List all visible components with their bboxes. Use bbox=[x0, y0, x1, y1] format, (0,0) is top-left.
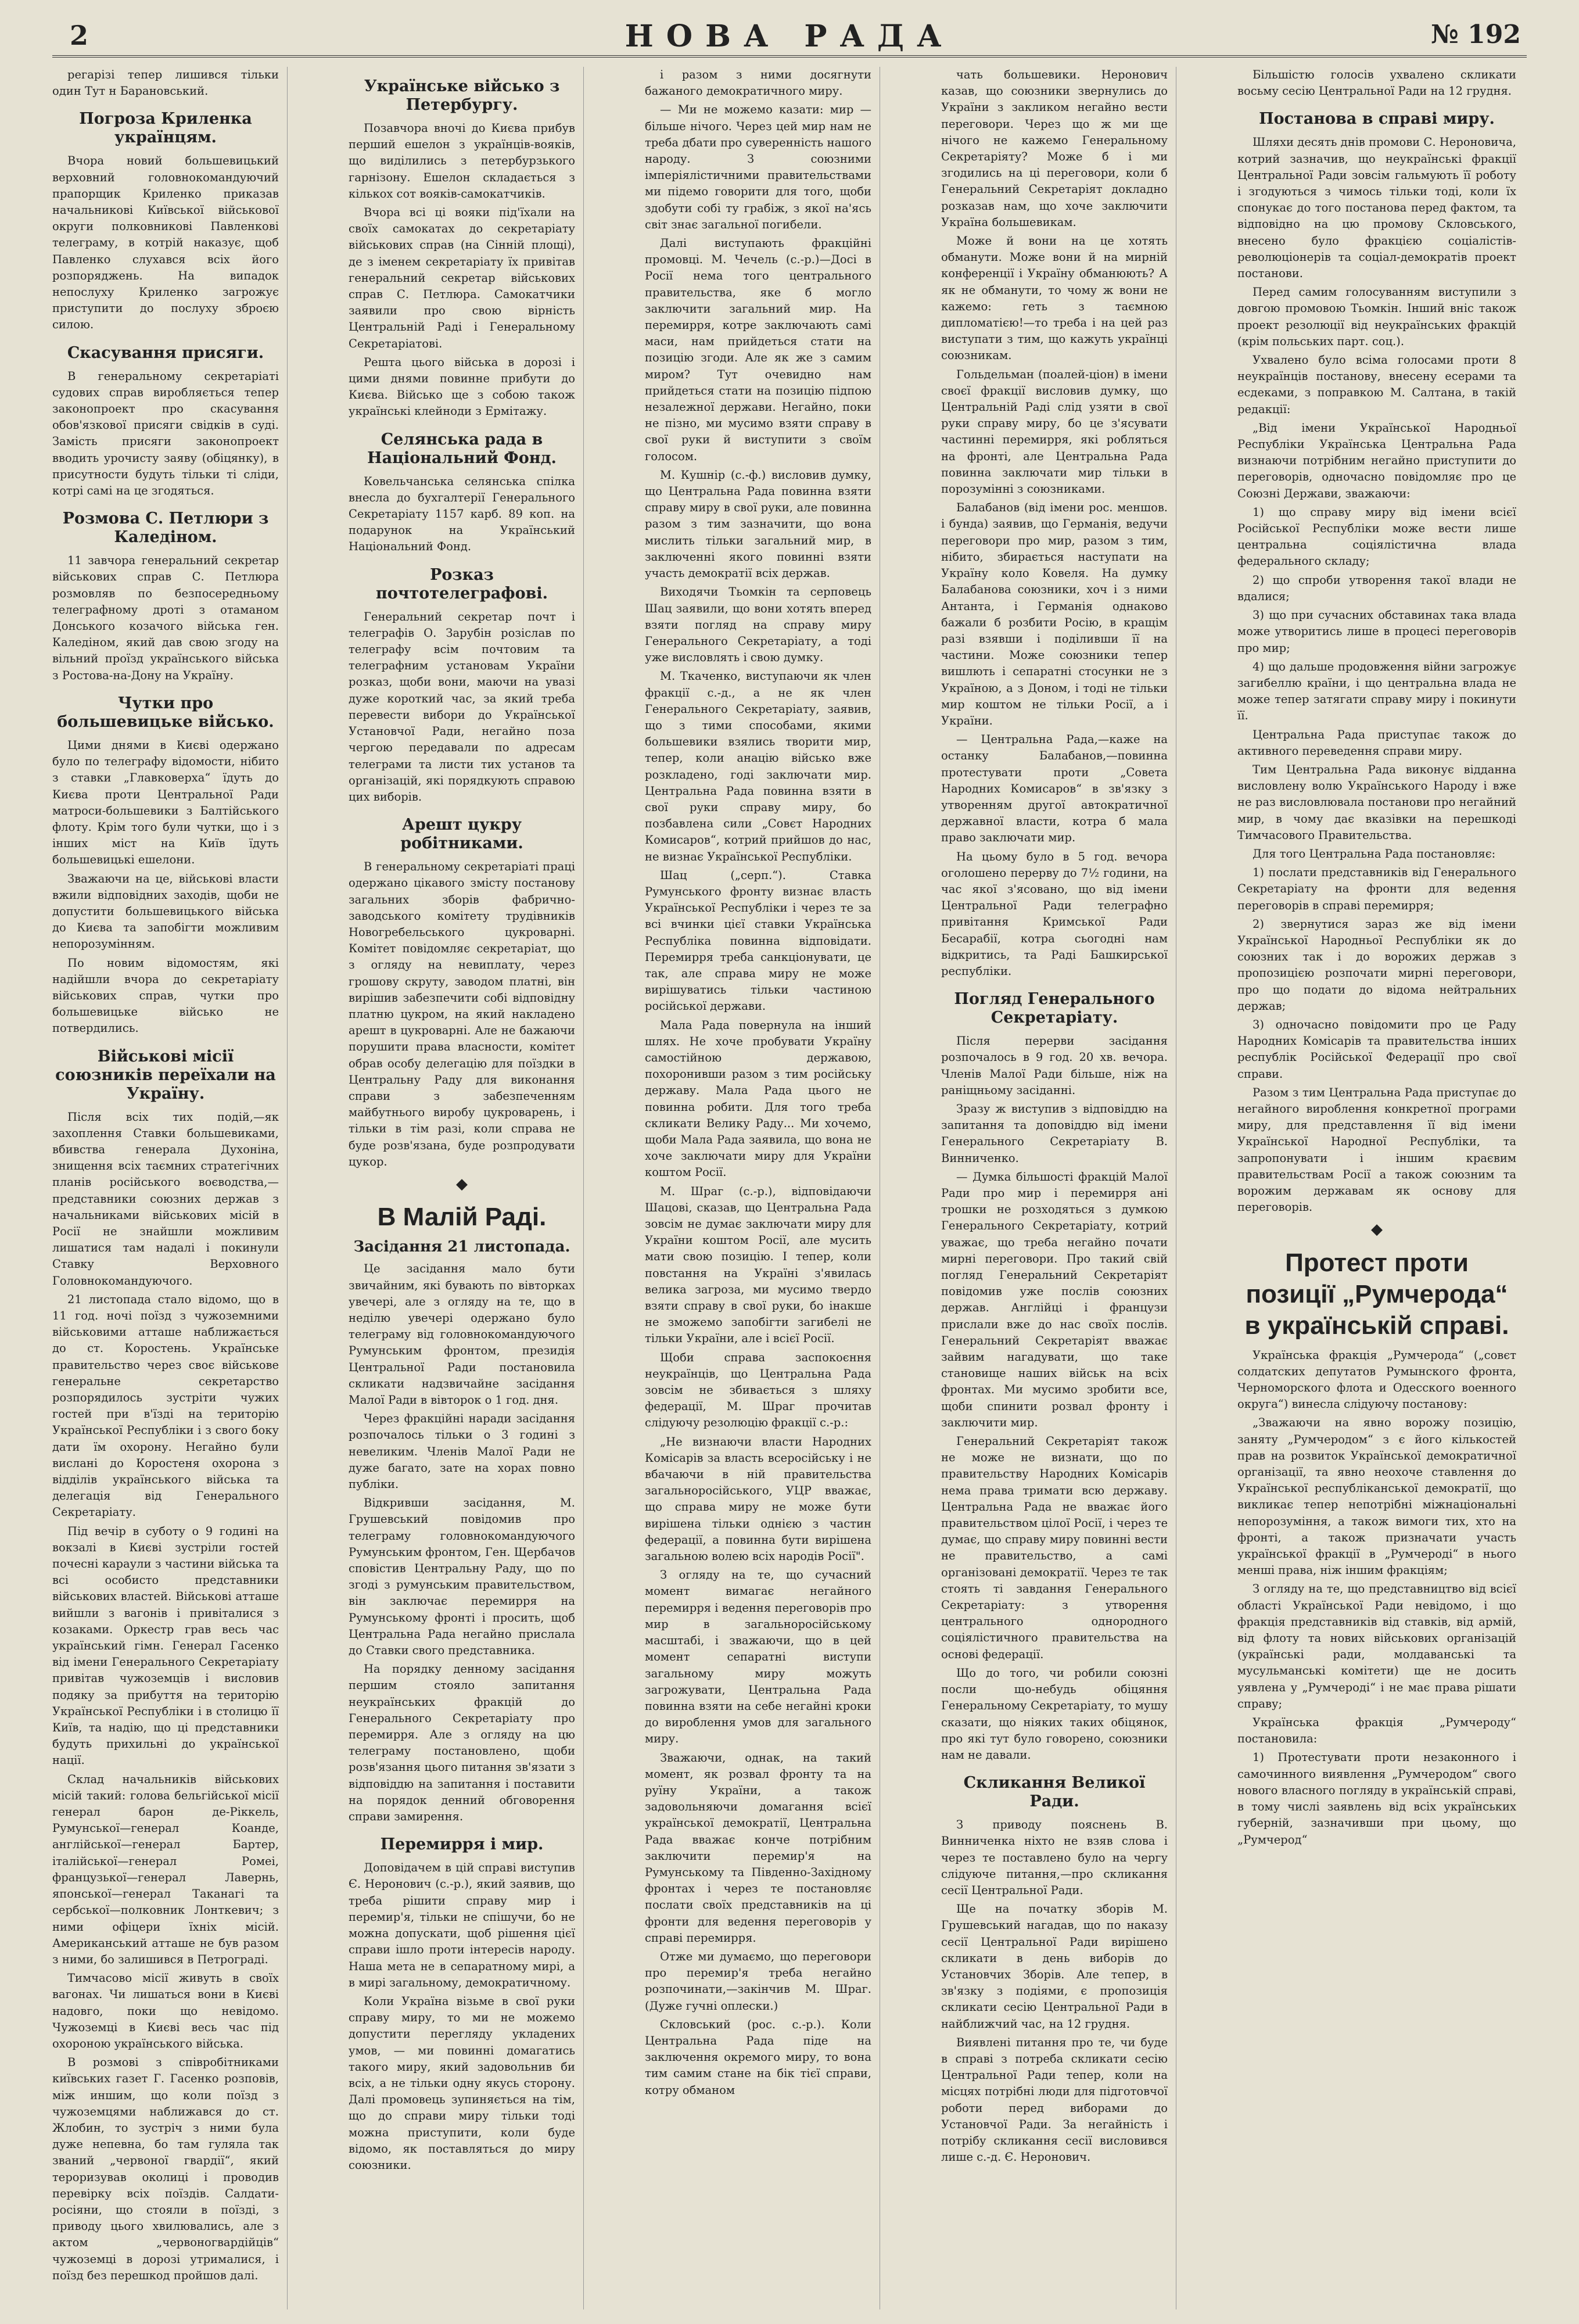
article-headline: Постанова в справі миру. bbox=[1259, 110, 1495, 128]
article-paragraph: Для того Центральна Рада постановляє: bbox=[1253, 847, 1496, 860]
article-paragraph: М. Ткаченко, виступаючи як член фракції с.-д., а не як член Генерального Секретаріату, заявив, що з тими способами, якими большевики взялись творити мир, тепер, коли анацію військо вже розкладено, годі заключати мир. Центральна Рада повинна взяти в свої руки справу миру, бо позбавлена сили „Совєт Народних Комисаров“, котрий прийшов до нас, не визнає Української Республіки. bbox=[645, 669, 871, 863]
article-paragraph: Разом з тим Центральна Рада приступає до негайного вироблення конкретної програми миру, для представлення її від імени Української Народної Республіки, та запропонувати і іншим краєвим правительствам Росії а також союзним та ворожим державам як основу для переговорів. bbox=[1237, 1085, 1516, 1214]
article-paragraph: 3) одночасно повідомити про це Раду Народних Комісарів та правительства інших республік Російської Федерації про свої справи. bbox=[1237, 1017, 1516, 1081]
section-headline: Протест проти позиції „Румчерода“ в українській справі. bbox=[1244, 1248, 1509, 1340]
article-paragraph: регарізі тепер лишився тільки один Тут н Барановський. bbox=[52, 68, 279, 98]
article-paragraph: Ковельчанська селянська спілка внесла до бухгалтерії Генерального Секретаріату 1157 карб. 89 коп. на подарунок на Український Національний Фонд. bbox=[349, 474, 575, 554]
article-paragraph: — Ми не можемо казати: мир — більше нічого. Через цей мир нам не треба дбати про суверенність нашого народу. З союзними імперіялістичними правительствами ми підемо говорити для того, щоби здобути собі ту грабіж, з якої на'ясь світ знає загальної погибели. bbox=[645, 103, 871, 231]
article-paragraph: Генеральний секретар почт і телеграфів О. Зарубін розіслав по телеграфу всім почтовим та телеграфним установам України розказ, щоби вони, маючи на увазі дуже короткий час, за який треба перевести вибори до Української Установчої Ради, негайно поза чергою передавали по адресам телеграми та листи тих установ та організацій, які порядкують справою цих виборів. bbox=[349, 609, 575, 804]
column-5 bbox=[1237, 67, 1524, 2309]
article-paragraph: Генеральний Секретаріят також не може не визнати, що по правительству Народних Комісарів нема права тримати всю державу. Центральна Рада не вважає його правительством цілої Росії, і через те думає, що справу миру повинні вести не правительство, а самі організовані демократії. Через те так стоять ті завдання Генерального Секретаріату: з утворення центрального однородного соціялістичного правительства на основі федерації. bbox=[941, 1434, 1168, 1661]
article-paragraph: В генеральному секретаріаті судових справ виробляється тепер законопроект про скасування обов'язкової присяги свідків в суді. Замість присяги законопроект вводить урочисту заяву (обіцянку), в присутности будуть тільки ті сліди, котрі самі на це згодяться. bbox=[52, 369, 279, 498]
newspaper-title: НОВА РАДА bbox=[625, 19, 954, 54]
article-paragraph: З огляду на те, що сучасний момент вимагає негайного перемирря і ведення переговорів про мир в загальноросійському масштабі, і зважаючи, що в цей момент сепаратні виступи загальному миру можуть загрожувати, Центральна Рада повинна взяти на себе негайні кроки до вироблення умов для загального миру. bbox=[645, 1568, 871, 1746]
article-paragraph: Після всіх тих подій,—як захоплення Ставки большевиками, вбивства генерала Духоніна, знищення всіх таємних стратегічних планів російського воєводства,—представники союзних держав з начальниками військових місій в Росії не знайшли можливим лишатися там надалі і покинули Ставку Верховного Головнокомандуючого. bbox=[52, 1110, 279, 1287]
article-paragraph: Відкривши засідання, М. Грушевський повідомив про телеграму головнокомандуючого Румунським фронтом, Ген. Щербачов сповістив Центральну Раду, що по згоді з румунським правительством, він заключає перемирря на Румунському фронті і просить, щоб Центральна Рада негайно прислала до Ставки свого представника. bbox=[349, 1496, 575, 1658]
article-paragraph: М. Кушнір (с.-ф.) висловив думку, що Центральна Рада повинна взяти справу миру в свої руки, але повинна разом з тим зазначити, що вона мислить тільки загальний мир, в заключенні якого повинні взяти участь демократії всіх держав. bbox=[645, 468, 871, 580]
article-paragraph: Гольдельман (поалей-ціон) в імени своєї фракції висловив думку, що Центральній Раді слід узяти в свої руки справу миру, бо це з'ясувати частинні перемирря, які робляться на фронті, але Центральна Рада повинна заключати мир тільки в порозумінні з союзниками. bbox=[941, 367, 1168, 496]
article-paragraph: Позавчора вночі до Києва прибув перший ешелон з українців-вояків, що виділились з петербурзького гарнізону. Ешелон складається з кількох сот вояків-самокатчиків. bbox=[349, 121, 575, 200]
article-headline: Українське військо з Петербургу. bbox=[364, 77, 560, 114]
article-headline: Скасування присяги. bbox=[67, 343, 264, 362]
issue-number: № 192 bbox=[1431, 20, 1521, 49]
article-headline: Скликання Великої Ради. bbox=[963, 1774, 1146, 1811]
article-paragraph: Коли Україна візьме в свої руки справу миру, то ми не можемо допустити перегляду укладених умов, — ми повинні домагатись такого миру, який задовольнив би всіх, а не тільки одну якусь сторону. Далі промовець зупиняється на тім, що до справи миру тільки тоді можна приступити, коли буде відомо, як поставляться до миру союзники. bbox=[349, 1994, 575, 2172]
column-3 bbox=[645, 67, 880, 2309]
article-paragraph: Українська фракція „Румчероду“ постановила: bbox=[1237, 1716, 1516, 1746]
article-paragraph: чать большевики. Неронович казав, що союзники звернулись до України з закликом негайно вести переговори. Через що ж ми ще нічого не кажемо Генеральному Секретаріяту? Може б і ми згодились на ці переговори, коли б Генеральний Секретаріят докладно розказав нам, що хоче заключити Україна большевикам. bbox=[941, 68, 1168, 229]
article-paragraph: На порядку денному засідання першим стояло запитання неукраїнських фракцій до Генерального Секретаріату про перемирря. Але з огляду на цю телеграму постановлено, щоби розв'язання цього питання зв'язати з відповіддю на запитання і поставити на порядок денний обговорення справи замирення. bbox=[349, 1662, 575, 1824]
article-paragraph: Вчора новий большевицький верховний головнокомандуючий прапорщик Криленко приказав начальникові Київської військової округи полковникові Павленкові телеграму, в котрій наказує, щоб Павленко слухався всіх його розпоряджень. На випадок непослуху Криленко загрожує приступити до послуху зброєю силою. bbox=[52, 154, 279, 332]
article-paragraph: і разом з ними досягнути бажаного демократичного миру. bbox=[645, 68, 871, 98]
article-paragraph: Перед самим голосуванням виступили з довгою промовою Тьомкін. Інший вніс також проект резолюції від неукраїнських фракцій (крім польських парт. соц.). bbox=[1237, 285, 1516, 348]
column-2 bbox=[349, 67, 584, 2309]
article-paragraph: Може й вони на це хотять обманути. Може вони й на мирній конференції і Україну обманюють? А як не обманути, то чому ж вони не кажемо: геть з таємною дипломатією!—то треба і на цей раз виступати з тим, що кажуть українці союзникам. bbox=[941, 234, 1168, 363]
article-paragraph: „Зважаючи на явно ворожу позицію, заняту „Румчеродом“ з є його кількостей прав на розвиток Української демократичної організації, та явно неохоче ставлення до Української республіканської демократії, що викликає тепер непотрібні міжнаціональні непорозуміння, а також вимоги тих, хто на фронті, а також призначати участь української фракції в „Румчероді“ в нього менші права, ніж іншим фракціям; bbox=[1237, 1416, 1516, 1577]
article-paragraph: Шац („серп.“). Ставка Румунського фронту визнає власть Української Республіки і через те за всі вчинки цієї ставки Українська Республіка повинна відповідати. Перемирря треба санкціонувати, це так, але справа миру не може вирішуватись тільки частиною російської держави. bbox=[645, 868, 871, 1013]
article-headline: Селянська рада в Національний Фонд. bbox=[367, 430, 557, 467]
section-separator: ◆ bbox=[1371, 1221, 1383, 1239]
section-headline: В Малій Раді. bbox=[377, 1203, 547, 1232]
article-headline: Погроза Криленка українцям. bbox=[79, 110, 252, 147]
article-paragraph: Зразу ж виступив з відповіддю на запитання та доповіддю від імени Генерального Секретаріату В. Винниченко. bbox=[941, 1102, 1168, 1165]
article-paragraph: Виявлені питання про те, чи буде в справі з потреба скликати сесію Центральної Ради тепер, коли на місцях потрібні люди для підготовчої роботи перед виборами до Установчої Ради. За негайність і потрібу скликання сесії висловився лише с.-д. Є. Неронович. bbox=[941, 2035, 1168, 2164]
page-number: 2 bbox=[70, 20, 89, 51]
article-paragraph: Більшістю голосів ухвалено скликати восьму сесію Центральної Ради на 12 грудня. bbox=[1237, 68, 1516, 98]
article-paragraph: Українська фракція „Румчерода“ („совєт солдатских депутатов Румынского фронта, Черноморского флота и Одесского военного округа“) винесла слідуючу постанову: bbox=[1237, 1348, 1516, 1411]
article-paragraph: „Від імени Української Народньої Республіки Українська Центральна Рада визнаючи потрібним негайно приступити до переговорів, одночасно повідомляє про це Союзні Держави, зважаючи: bbox=[1237, 421, 1516, 500]
section-subheading: Засідання 21 листопада. bbox=[353, 1238, 570, 1256]
article-paragraph: 2) звернутися зараз же від імени Української Народньої Республіки як до союзних так і до ворожих держав з пропозицією розпочати мирні переговори, про що подати до відома нейтральних держав; bbox=[1237, 917, 1516, 1013]
article-paragraph: 1) послати представників від Генерального Секретаріату на фронти для ведення переговорів в справі перемирря; bbox=[1237, 866, 1516, 912]
article-headline: Погляд Генерального Секретаріату. bbox=[954, 990, 1155, 1027]
article-paragraph: Зважаючи, однак, на такий момент, як розвал фронту та на руїну України, а також задовольняючи домагання всієї української демократії, Центральна Рада вважає конче потрібним заключити перемир'я на Румунському та Південно-Західному фронтах і через те постановляє послати своїх представників на ці фронти для ведення переговорів у справі перемирря. bbox=[645, 1751, 871, 1945]
article-paragraph: — Центральна Рада,—каже на останку Балабанов,—повинна протестувати проти „Совета Народних Комисаров“ в зв'язку з утворенням другої автократичної державної власти, котра б мала право заключати мир. bbox=[941, 733, 1168, 845]
article-paragraph: Мала Рада повернула на інший шлях. Не хоче пробувати Україну самостійною державою, похоронивши разом з тим російську державу. Мала Рада цього не повинна робити. Для того треба скликати Велику Раду... Ми хочемо, щоби Мала Рада заявила, що вона не хоче заключати миру для України коштом Росії. bbox=[645, 1018, 871, 1179]
article-paragraph: Шляхи десять днів промови С. Нероновича, котрий зазначив, що неукраїнські фракції Центральної Ради зовсім гальмують її роботу і згодуються з чимось тільки тоді, коли їх спонукає до того постанова перед фактом, та відповідно на цю промову Скловського, внесено було фракцією соціалістів-революціонерів та соціал-демократів проект постанови. bbox=[1237, 135, 1516, 281]
article-paragraph: На цьому було в 5 год. вечора оголошено перерву до 7½ години, на час якої з'ясовано, що від імени Центральної Ради телеграфно привітання Кримської Ради Бесарабії, котра сьогодні нам відкритись, та Раді Башкирської республіки. bbox=[941, 849, 1168, 978]
article-paragraph: Ще на початку зборів М. Грушевський нагадав, що по наказу сесії Центральної Ради вирішено скликати в день виборів до Установчих Зборів. Але тепер, в зв'язку з подіями, є пропозиція скликати сесію Центральної Ради в найближчий час, на 12 грудня. bbox=[941, 1902, 1168, 2031]
article-paragraph: Через фракційні наради засідання розпочалось тільки о 3 годині з невеликим. Членів Малої Ради не дуже багато, зате на хорах повно публіки. bbox=[349, 1412, 575, 1491]
article-paragraph: 11 завчора генеральний секретар військових справ С. Петлюра розмовляв по безпосередньому телеграфному дроті з отаманом Донського козачого війська ген. Каледіном, який дав свою згоду на вільний проїзд українського війська з Ростова-на-Дону на Україну. bbox=[52, 554, 279, 682]
article-paragraph: Тим Центральна Рада виконує відданна висловлену волю Українського Народу і вже не раз висловлювала постанови про негайний мир, в чому дає вказівки на перешкоді Тимчасового Правительства. bbox=[1237, 762, 1516, 842]
article-paragraph: — Думка більшості фракцій Малої Ради про мир і перемирря ані трошки не розходяться з думкою Генерального Секретаріату, котрий уважає, що треба негайно почати мирні переговори. Про такий свій погляд Генеральний Секретаріят повідомив уже послів союзних держав. Англійці і французи прислали вже до нас своїх послів. Генеральний Секретаріят вважає зайвим нагадувати, що таке становище наших військ на всіх фронтах. Ми мусимо зробити все, щоби спинити розвал фронту і заключити мир. bbox=[941, 1170, 1168, 1429]
article-paragraph: 21 листопада стало відомо, що в 11 год. ночі поїзд з чужоземними військовими атташе наближається до ст. Коростень. Українське правительство через своє військове генеральне секретарство розпорядилось зустріти чужих гостей при в'їзді на територію Української Республіки і з свого боку дати їм охорону. Негайно були вислані до Коростеня охорона з відділів українського війська та делегація від Генерального Секретаріату. bbox=[52, 1292, 279, 1519]
article-paragraph: Тимчасово місії живуть в своїх вагонах. Чи лишаться вони в Києві надовго, поки що невідомо. Чужоземці в Києві весь час під охороною українського війська. bbox=[52, 1971, 279, 2050]
article-paragraph: Виходячи Тьомкін та серповець Шац заявили, що вони хотять вперед взяти погляд на справу миру Генерального Секретаріату, а тоді уже висловлять і свою думку. bbox=[645, 585, 871, 665]
article-paragraph: По новим відомостям, які надійшли вчора до секретаріату військових справ, чутки про большевицьке військо не потвердились. bbox=[52, 956, 279, 1035]
article-paragraph: 3) що при сучасних обставинах така влада може утворитись лише в процесі переговорів про мир; bbox=[1237, 608, 1516, 655]
section-separator: ◆ bbox=[456, 1175, 468, 1193]
article-paragraph: Доповідачем в цій справі виступив Є. Неронович (с.-р.), який заявив, що треба рішити справу мир і перемир'я, тільки не спішучи, бо не можна допускати, щоб рішення цієї справи ішло проти інтересів народу. Наша мета не в сепаратному мирі, а в мирі загальному, демократичному. bbox=[349, 1861, 575, 1989]
article-paragraph: Цими днями в Києві одержано було по телеграфу відомости, нібито з ставки „Главковерха“ їдуть до Києва проти Центральної Ради матроси-большевики з Балтійського флоту. Крім того були чутки, що і з інших міст на Київ їдуть большевицькі ешелони. bbox=[52, 738, 279, 867]
column-1 bbox=[52, 67, 288, 2309]
article-paragraph: З огляду на те, що представництво від всієї області Української Ради невідомо, і що фракція представників від ставків, від армій, від флоту та нових військових організацій (українські ради, молдаванські та мусульманські комітети) ще не досить уявлена у „Румчероді“ і не має права рішати справу; bbox=[1237, 1582, 1516, 1710]
article-paragraph: „Не визнаючи власти Народних Комісарів за власть всеросійську і не вбачаючи в ній правительства загальноросійського, УЦР вважає, що справа миру не може бути вирішена тільки однією з частин федерації, а повинна бути вирішена загальною волею всіх народів Росії". bbox=[645, 1434, 871, 1563]
article-paragraph: Це засідання мало бути звичайним, які бувають по вівторках увечері, але з огляду на те, що в неділю увечері одержано було телеграму від головнокомандуючого Румунським фронтом, президія Центральної Ради постановила скликати надзвичайне засідання Малої Ради в вівторок о 1 год. дня. bbox=[349, 1262, 575, 1407]
article-paragraph: Балабанов (від імени рос. меншов. і бунда) заявив, що Германія, ведучи переговори про мир, разом з тим, нібито, збирається наступати на Україну коло Ковеля. На думку Балабанова союзники, хоч і з ними Антанта, і Германія однаково бажали б розбити Росію, в кращім разі взявши і поділивши її на частини. Може союзники тепер вишлють і сепаратні стосунки не з Україною, а з Доном, і тоді не тільки мир коштом не тільки Росії, а і України. bbox=[941, 501, 1168, 727]
article-paragraph: М. Шраг (с.-р.), відповідаючи Шацові, сказав, що Центральна Рада зовсім не думає заключати миру для України коштом Росії, але мусить мати свою позицію. І тепер, коли повстання на Україні з'явилась велика загроза, ми мусимо твердо взяти справу в свої руки, бо інакше не зможемо запобігти загибелі не тільки України, але і всієї Росії. bbox=[645, 1184, 871, 1346]
article-paragraph: Склад начальників військових місій такий: голова бельгійської місії генерал барон де-Ріккель, Румунської—генерал Коанде, англійської—генерал Бартер, італійської—генерал Ромеі, французької—генерал Лавернь, японської—генерал Таканагі та сербської—полковник Лонткевич; з ними офіцери їхніх місій. Американський атташе не був разом з ними, бо залишився в Петрограді. bbox=[52, 1772, 279, 1966]
article-paragraph: Скловський (рос. с.-р.). Коли Центральна Рада піде на заключення окремого миру, то вона тим самим стане на бік тієї справи, котру обманом bbox=[645, 2017, 871, 2097]
article-paragraph: Щоби справа заспокоєння неукраїнців, що Центральна Рада зовсім не збивається з шляху федерації, М. Шраг прочитав слідуючу резолюцію фракції с.-р.: bbox=[645, 1350, 871, 1430]
article-headline: Військові місії союзників переїхали на Україну. bbox=[55, 1047, 276, 1103]
article-paragraph: Зважаючи на це, військові власти вжили відповідних заходів, щоби не допустити большевицького війська до Києва та запобігти можливим непорозумінням. bbox=[52, 871, 279, 951]
column-4 bbox=[941, 67, 1176, 2309]
article-paragraph: Що до того, чи робили союзні посли що-небудь обіцяння Генеральному Секретаріату, то мушу сказати, що ніяких таких обіцянок, про які тут було говорено, союзники нам не давали. bbox=[941, 1666, 1168, 1762]
article-paragraph: 4) що дальше продовження війни загрожує загибеллю країни, і що центральна влада не може тепер затягати справу миру і покинути її. bbox=[1237, 659, 1516, 723]
article-paragraph: Після перерви засідання розпочалось в 9 год. 20 хв. вечора. Членів Малої Ради більше, ніж на раніщньому засіданні. bbox=[941, 1034, 1168, 1097]
article-paragraph: В розмові з співробітниками київських газет Г. Гасенко розповів, між иншим, що коли поїзд з чужоземцями наближався до ст. Жлобин, то зустріч з ними була дуже непевна, бо там гуляла так званий „червоної гвардії“, який тероризував околиці і проводив перевірку всіх поїздів. Салдати-росіяни, що стояли в поїзді, з приводу цього хвилювались, але з актом „червоногвардійців“ чужоземці в дорозі утрималися, і поїзд без перешкод пройшов далі. bbox=[52, 2056, 279, 2282]
article-headline: Розказ почтотелеграфові. bbox=[375, 565, 548, 602]
article-paragraph: 1) що справу миру від імени всієї Російської Республіки може вести лише центральна соціялістична влада федерального складу; bbox=[1237, 505, 1516, 568]
article-paragraph: В генеральному секретаріаті праці одержано цікавого змісту постанову загальних зборів фабрично-заводського комітету трудівників Новогребельського цукроварні. Комітет повідомляє секретаріат, що з огляду на невиплату, через грошову скруту, заводом платні, він вирішив забезпечити собі відповідну платню цукром, на який накладено арешт в цукроварні. Але не бажаючи порушити права власности, комітет обрав особу делегацію для поїздки в Центральну Раду для виконання справи з забезпеченням майбутнього виробу цукроварень, і тільки в тім разі, коли справа не буде розв'язана, буде розпродувати цукор. bbox=[349, 860, 575, 1168]
article-headline: Чутки про большевицьке військо. bbox=[57, 694, 274, 731]
article-paragraph: Центральна Рада приступає також до активного переведення справи миру. bbox=[1237, 727, 1516, 758]
article-paragraph: Ухвалено було всіма голосами проти 8 неукраїнців постанову, внесену есерами та есдеками, з поправкою М. Салтана, в такій редакції: bbox=[1237, 353, 1516, 416]
article-paragraph: З приводу пояснень В. Винниченка ніхто не взяв слова і через те поставлено було на чергу слідуюче питання,—про скликання сесії Центральної Ради. bbox=[941, 1818, 1168, 1897]
article-paragraph: Вчора всі ці вояки під'їхали на своїх самокатах до секретаріату військових справ (на Сінній площі), де з іменем секретаріату їх привітав генеральний секретар військових справ С. Петлюра. Самокатчики заявили про свою вірність Центральній Раді і Генеральному Секретаріатові. bbox=[349, 206, 575, 350]
article-headline: Перемирря і мир. bbox=[380, 1835, 544, 1854]
article-paragraph: Під вечір в суботу о 9 годині на вокзалі в Києві зустріли гостей почесні караули з частини війська та всі особисто представники військових властей. Військові атташе вийшли з вагонів і привіталися з козаками. Оркестр грав весь час український гімн. Генерал Гасенко від імени Генерального Секретаріату привітав чужоземців і висловив подяку за прибуття на територію Української Республіки і в столицю її Київ, та надію, що ці представники будуть прихильні до української нації. bbox=[52, 1524, 279, 1767]
article-headline: Розмова С. Петлюри з Каледіном. bbox=[62, 510, 269, 547]
article-paragraph: Далі виступають фракційні промовці. М. Чечель (с.-р.)—Досі в Росії нема того центрального правительства, яке б могло заключити загальний мир. На перемирря, котре заключають самі маси, нам прийдеться стати на позицію згоди. Але як же з самим миром? Тут очевидно нам прийдеться стати на позицію підпою незалежної держави. Негайно, поки не пізно, ми мусимо взяти справу в свої руки й виступити з своїм голосом. bbox=[645, 236, 871, 463]
article-paragraph: 1) Протестувати проти незаконного і самочинного виявлення „Румчеродом“ свого нового власного погляду в українській справі, в тому числі заявлень від всіх українських губерній, зазначивши при цьому, що „Румчерод“ bbox=[1237, 1751, 1516, 1846]
article-paragraph: Решта цього війська в дорозі і цими днями повинне прибути до Києва. Військо ще з собою також українські клейноди з Ермітажу. bbox=[349, 355, 575, 418]
header-rule bbox=[52, 55, 1527, 58]
article-headline: Арешт цукру робітниками. bbox=[400, 816, 523, 853]
article-paragraph: 2) що спроби утворення такої влади не вдалися; bbox=[1237, 573, 1516, 603]
article-paragraph: Отже ми думаємо, що переговори про перемир'я треба негайно розпочинати,—закінчив М. Шраг. (Дуже гучні оплески.) bbox=[645, 1949, 871, 2013]
